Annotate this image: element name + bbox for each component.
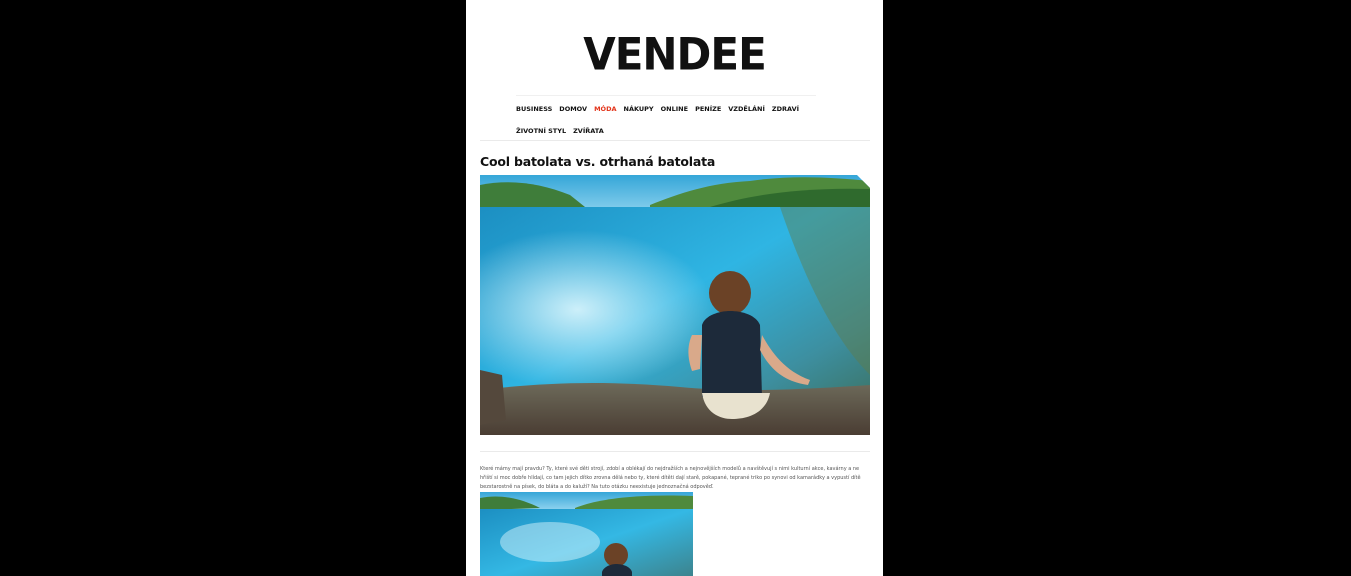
nav-item-business[interactable]: BUSINESS [516, 105, 553, 113]
nav-divider-bottom [480, 140, 870, 141]
site-logo[interactable]: VENDEE [583, 28, 766, 81]
nav-item-domov[interactable]: DOMOV [559, 105, 588, 113]
nav-divider-top [516, 95, 816, 96]
article-divider [480, 451, 870, 452]
page [466, 0, 883, 576]
main-nav [516, 98, 826, 142]
nav-item-vzdělání[interactable]: VZDĚLÁNÍ [728, 105, 765, 113]
article-title[interactable]: Cool batolata vs. otrhaná batolata [480, 154, 716, 169]
nav-item-móda[interactable]: MÓDA [594, 105, 617, 113]
nav-item-nákupy[interactable]: NÁKUPY [623, 105, 654, 113]
nav-item-zdraví[interactable]: ZDRAVÍ [771, 105, 800, 113]
nav-item-online[interactable]: ONLINE [660, 105, 689, 113]
article-body: Které mámy mají pravdu? Ty, které své děti strojí, zdobí a oblékají do nejdražších a nejnovějších modelů a navštěvují s nimi kulturní akce, kavárny a ne hřiští si moc dobře hlídají, co tam jejich dítko zrovna dělá nebo ty, které dítěti dají starě, pokapané, teprané triko po synovi od kamarádky a vypustí dítě bezstarostně na písek, do bláta a do kaluží? Na tuto otázku neexistuje jednoznačná odpověď. [480, 466, 861, 490]
article-inline-image [480, 492, 693, 576]
article-hero-image [480, 175, 870, 435]
nav-item-peníze[interactable]: PENÍZE [695, 105, 722, 113]
nav-item-životní-styl[interactable]: ŽIVOTNÍ STYL [516, 127, 567, 135]
nav-item-zvířata[interactable]: ZVÍŘATA [573, 127, 604, 135]
